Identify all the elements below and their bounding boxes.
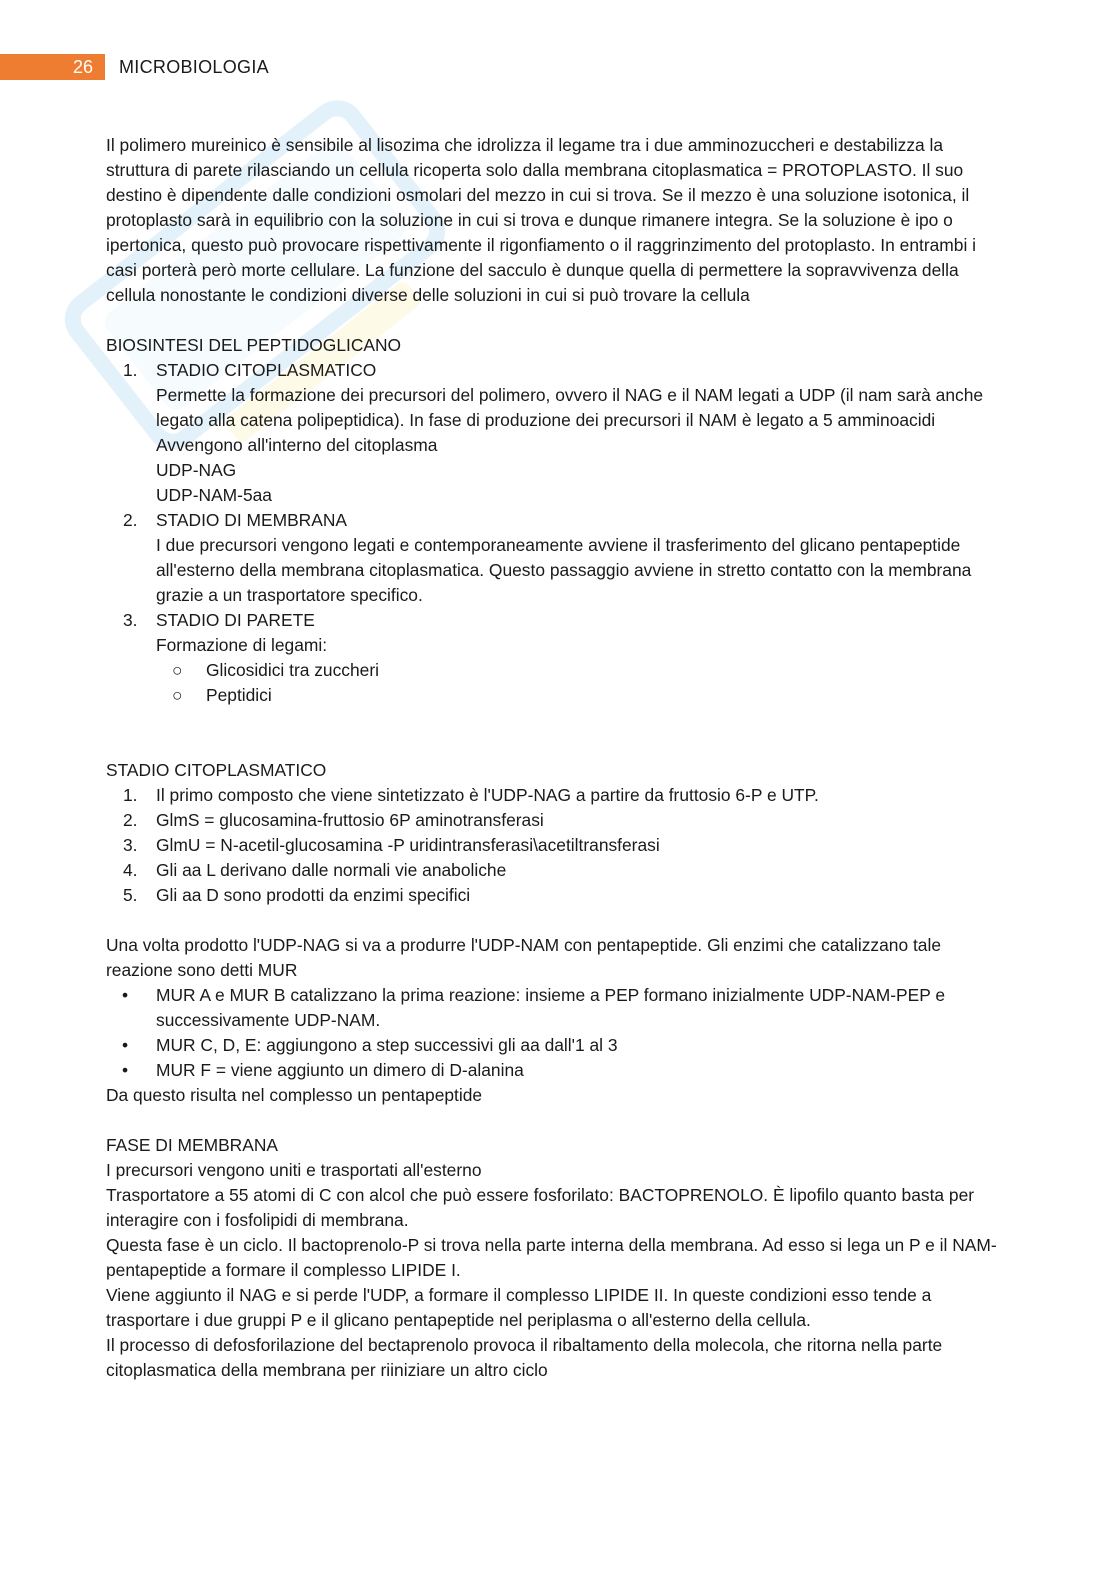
- bullet-item: [106, 1058, 1006, 1083]
- running-title: MICROBIOLOGIA: [119, 56, 269, 77]
- stage-line: Formazione di legami:: [156, 635, 328, 655]
- list-item-text: GlmU = N-acetil-glucosamina -P uridintransferasi\acetiltransferasi: [156, 835, 660, 855]
- stage-line: UDP-NAM-5aa: [156, 485, 272, 505]
- biosintesi-stage-list: [106, 358, 1006, 708]
- sub-item-text: Glicosidici tra zuccheri: [206, 660, 379, 680]
- list-number: 2.: [123, 810, 138, 830]
- stage-item: [106, 608, 1006, 708]
- list-number: 5.: [123, 885, 138, 905]
- membrana-line: Il processo di defosforilazione del bectaprenolo provoca il ribaltamento della molecola, che ritorna nella parte citoplasmatica della membrana per riiniziare un altro ciclo: [106, 1335, 943, 1380]
- mur-intro: Una volta prodotto l'UDP-NAG si va a produrre l'UDP-NAM con pentapeptide. Gli enzimi che catalizzano tale reazione sono detti MUR: [106, 935, 942, 980]
- stage-item: [106, 508, 1006, 608]
- sub-item-text: Peptidici: [206, 685, 272, 705]
- list-number: 4.: [123, 860, 138, 880]
- bullet-icon: •: [122, 1035, 129, 1055]
- stage-title: STADIO CITOPLASMATICO: [156, 360, 377, 380]
- list-item: [106, 883, 1006, 908]
- stage-number: 1.: [123, 360, 138, 380]
- membrana-line: Viene aggiunto il NAG e si perde l'UDP, a formare il complesso LIPIDE II. In queste condizioni esso tende a trasportare i due gruppi P e il glicano pentapeptide nel periplasma o all'esterno della cellula.: [106, 1285, 932, 1330]
- list-item: [106, 858, 1006, 883]
- page-number: 26: [0, 54, 105, 80]
- membrana-line: I precursori vengono uniti e trasportati all'esterno: [106, 1160, 482, 1180]
- bond-sub-list: [156, 658, 1006, 708]
- membrana-heading: FASE DI MEMBRANA: [106, 1135, 279, 1155]
- citoplasmatico-list: [106, 783, 1006, 908]
- list-number: 1.: [123, 785, 138, 805]
- stage-line: I due precursori vengono legati e contemporaneamente avviene il trasferimento del glicano pentapeptide all'esterno della membrana citoplasmatica. Questo passaggio avviene in stretto contatto con la membrana grazie a un trasportatore specifico.: [156, 535, 972, 605]
- list-item: [106, 833, 1006, 858]
- stage-line: UDP-NAG: [156, 460, 237, 480]
- bullet-item: [106, 1033, 1006, 1058]
- list-item-text: Gli aa L derivano dalle normali vie anaboliche: [156, 860, 507, 880]
- list-number: 3.: [123, 835, 138, 855]
- citoplasmatico-heading: STADIO CITOPLASMATICO: [106, 760, 327, 780]
- document-body: [106, 133, 1006, 1383]
- list-item: [106, 783, 1006, 808]
- stage-line: Permette la formazione dei precursori del polimero, ovvero il NAG e il NAM legati a UDP (il nam sarà anche legato alla catena polipeptidica). In fase di produzione dei precursori il NAM è legato a 5 amminoacidi: [156, 385, 984, 430]
- stage-number: 2.: [123, 510, 138, 530]
- list-item-text: Gli aa D sono prodotti da enzimi specifici: [156, 885, 471, 905]
- sub-list-item: [156, 683, 1006, 708]
- mur-bullet-list: [106, 983, 1006, 1083]
- stage-title: STADIO DI PARETE: [156, 610, 315, 630]
- mur-outro: Da questo risulta nel complesso un pentapeptide: [106, 1085, 483, 1105]
- page-header: [0, 54, 269, 80]
- bullet-text: MUR C, D, E: aggiungono a step successivi gli aa dall'1 al 3: [156, 1035, 618, 1055]
- stage-line: Avvengono all'interno del citoplasma: [156, 435, 438, 455]
- bullet-text: MUR F = viene aggiunto un dimero di D-alanina: [156, 1060, 524, 1080]
- circle-bullet-icon: ○: [172, 660, 183, 680]
- stage-item: [106, 358, 1006, 508]
- circle-bullet-icon: ○: [172, 685, 183, 705]
- intro-paragraph: Il polimero mureinico è sensibile al lisozima che idrolizza il legame tra i due amminozuccheri e destabilizza la struttura di parete rilasciando un cellula ricoperta solo dalla membrana citoplasmatica = PROTOPLASTO. Il suo destino è dipendente dalle condizioni osmolari del mezzo in cui si trova. Se il mezzo è una soluzione isotonica, il protoplasto sarà in equilibrio con la soluzione in cui si trova e dunque rimanere integra. Se la soluzione è ipo o ipertonica, questo può provocare rispettivamente il rigonfiamento o il raggrinzimento del protoplasto. In entrambi i casi porterà però morte cellulare. La funzione del sacculo è dunque quella di permettere la sopravvivenza della cellula nonostante le condizioni diverse delle soluzioni in cui si può trovare la cellula: [106, 135, 976, 305]
- list-item-text: GlmS = glucosamina-fruttosio 6P aminotransferasi: [156, 810, 544, 830]
- membrana-line: Questa fase è un ciclo. Il bactoprenolo-P si trova nella parte interna della membrana. Ad esso si lega un P e il NAM-pentapeptide a formare il complesso LIPIDE I.: [106, 1235, 997, 1280]
- bullet-text: MUR A e MUR B catalizzano la prima reazione: insieme a PEP formano inizialmente UDP-NAM-PEP e successivamente UDP-NAM.: [156, 985, 946, 1030]
- sub-list-item: [156, 658, 1006, 683]
- list-item-text: Il primo composto che viene sintetizzato è l'UDP-NAG a partire da fruttosio 6-P e UTP.: [156, 785, 819, 805]
- bullet-icon: •: [122, 1060, 129, 1080]
- stage-title: STADIO DI MEMBRANA: [156, 510, 347, 530]
- stage-number: 3.: [123, 610, 138, 630]
- list-item: [106, 808, 1006, 833]
- bullet-item: [106, 983, 1006, 1033]
- bullet-icon: •: [122, 985, 129, 1005]
- biosintesi-heading: BIOSINTESI DEL PEPTIDOGLICANO: [106, 335, 402, 355]
- membrana-line: Trasportatore a 55 atomi di C con alcol che può essere fosforilato: BACTOPRENOLO. È lipofilo quanto basta per interagire con i fosfolipidi di membrana.: [106, 1185, 975, 1230]
